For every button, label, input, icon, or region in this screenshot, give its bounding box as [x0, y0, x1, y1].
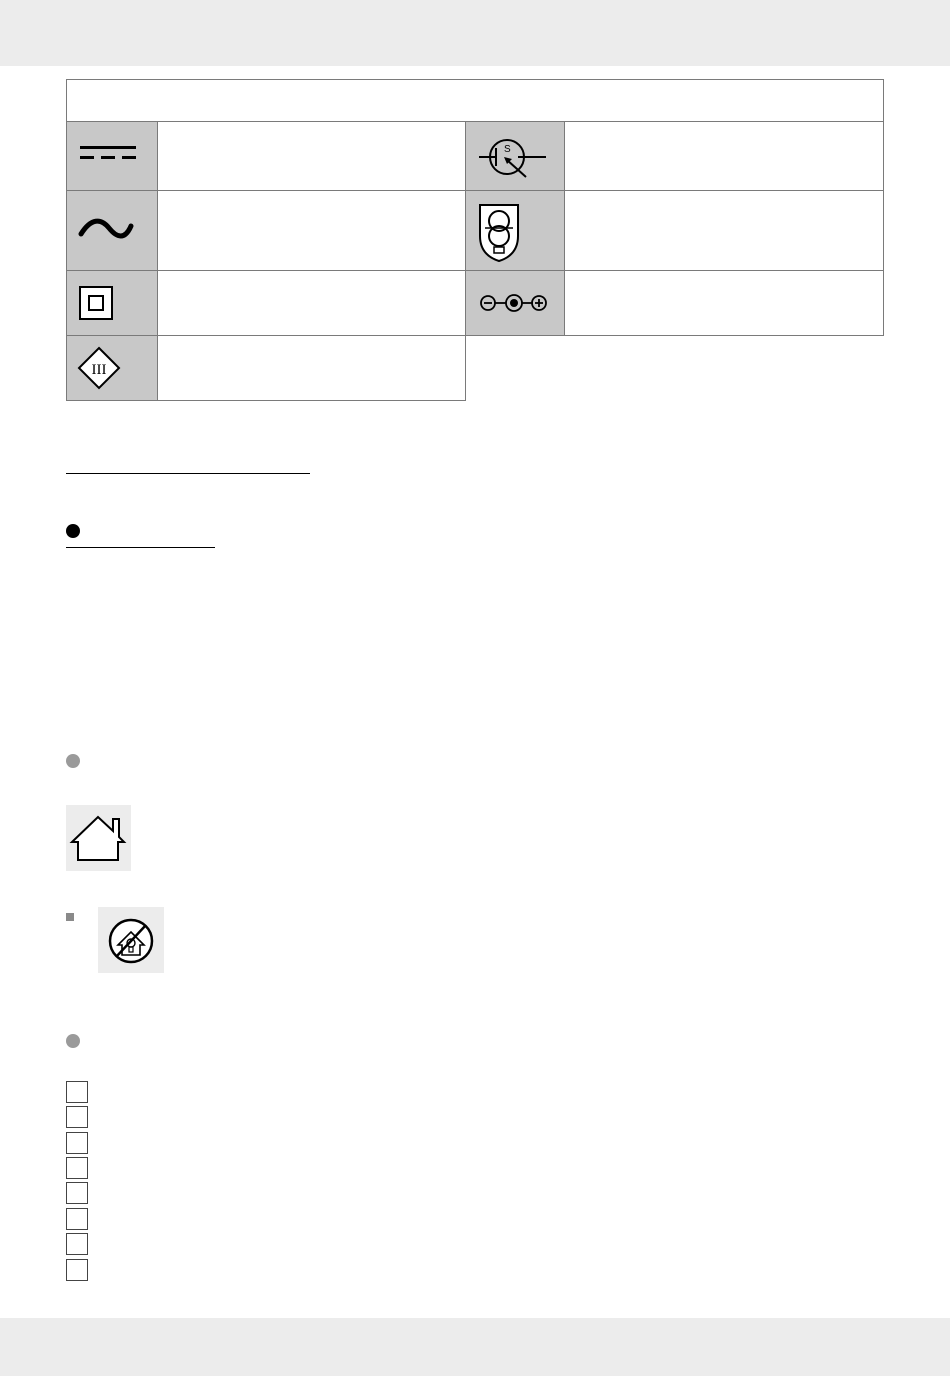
part-number-box	[66, 1157, 88, 1179]
part-number-box	[66, 1208, 88, 1230]
not-outdoor-tile	[98, 907, 164, 973]
indoor-use-tile	[66, 805, 131, 871]
alternating-current-description	[157, 190, 466, 271]
direct-current-description	[157, 121, 466, 191]
polarity-symbol-cell	[465, 270, 565, 336]
svg-text:S: S	[504, 144, 511, 155]
safety-isolating-transformer-icon	[466, 122, 566, 192]
safety-isolating-transformer-symbol-cell	[465, 121, 565, 191]
safety-isolating-transformer-description	[564, 121, 884, 191]
part-number-box	[66, 1081, 88, 1103]
direct-current-icon	[67, 122, 159, 192]
polarity-description	[564, 270, 884, 336]
section-bullet	[66, 524, 80, 538]
alternating-current-symbol-cell	[66, 190, 158, 271]
part-number-box	[66, 1233, 88, 1255]
part-number-box	[66, 1132, 88, 1154]
symbol-table-header	[66, 79, 884, 122]
short-circuit-proof-transformer-icon	[466, 191, 566, 272]
top-band	[0, 0, 950, 66]
polarity-icon	[466, 271, 566, 337]
direct-current-symbol-cell	[66, 121, 158, 191]
subsection-heading-underline	[66, 547, 215, 548]
short-circuit-proof-transformer-description	[564, 190, 884, 271]
alternating-current-icon	[67, 191, 159, 272]
part-number-box	[66, 1182, 88, 1204]
section-heading-underline	[66, 473, 310, 474]
protection-class-iii-description	[157, 335, 466, 401]
bottom-band	[0, 1318, 950, 1376]
short-circuit-proof-transformer-symbol-cell	[465, 190, 565, 271]
part-number-box	[66, 1259, 88, 1281]
grey-bullet	[66, 1034, 80, 1048]
svg-text:III: III	[91, 362, 107, 378]
symbol-table	[66, 79, 884, 401]
protection-class-ii-icon	[67, 271, 159, 337]
grey-bullet	[66, 754, 80, 768]
not-for-outdoor-use-icon	[98, 907, 164, 973]
protection-class-iii-symbol-cell	[66, 335, 158, 401]
part-number-box	[66, 1106, 88, 1128]
protection-class-iii-icon	[67, 336, 159, 402]
protection-class-ii-description	[157, 270, 466, 336]
square-bullet	[66, 913, 74, 921]
protection-class-ii-symbol-cell	[66, 270, 158, 336]
indoor-use-house-icon	[66, 805, 131, 871]
